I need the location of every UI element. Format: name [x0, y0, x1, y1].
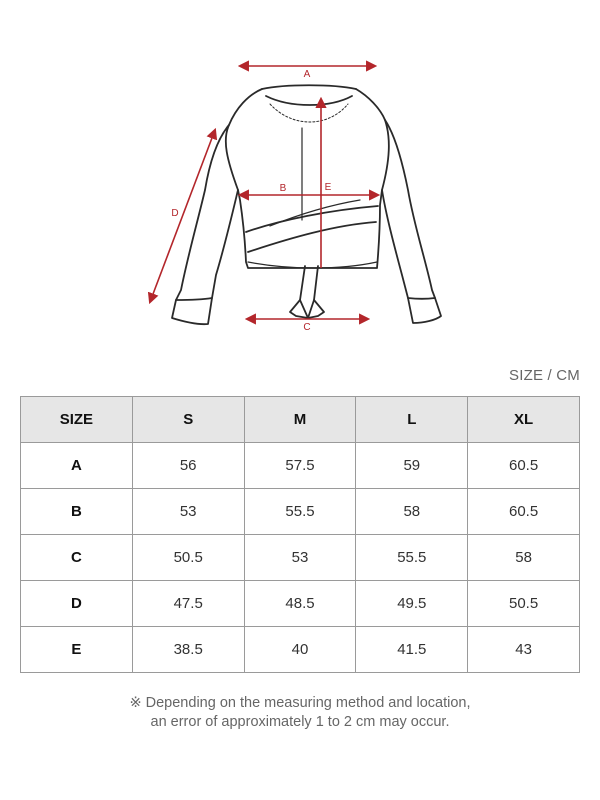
table-cell: 58 [356, 489, 468, 535]
tie-knot [300, 266, 318, 318]
label-d: D [171, 208, 179, 219]
table-cell: 38.5 [132, 627, 244, 673]
table-cell: 58 [468, 535, 580, 581]
garment-measurement-diagram [0, 0, 600, 350]
label-c: C [303, 322, 311, 333]
label-a: A [303, 69, 311, 80]
body-outline [226, 89, 389, 268]
table-cell: 41.5 [356, 627, 468, 673]
measurement-note [0, 694, 600, 732]
table-cell: 60.5 [468, 489, 580, 535]
table-cell: 56 [132, 443, 244, 489]
table-cell: 49.5 [356, 581, 468, 627]
header-xl: XL [468, 397, 580, 443]
label-b: B [279, 183, 287, 194]
table-cell: 55.5 [244, 489, 356, 535]
table-cell: 47.5 [132, 581, 244, 627]
header-s: S [132, 397, 244, 443]
row-label: D [21, 581, 133, 627]
neckline-outer [262, 85, 356, 89]
table-cell: 55.5 [356, 535, 468, 581]
tie-end-left [290, 300, 308, 318]
unit-label: SIZE / CM [509, 367, 580, 384]
sweatshirt-outline [172, 85, 441, 324]
measurement-labels [171, 69, 331, 333]
table-row [21, 627, 580, 673]
left-sleeve-inner [212, 190, 238, 298]
table-cell: 50.5 [468, 581, 580, 627]
table-row [21, 581, 580, 627]
note-line-1: ※ Depending on the measuring method and location, [129, 695, 471, 711]
table-cell: 48.5 [244, 581, 356, 627]
row-label: B [21, 489, 133, 535]
table-row [21, 535, 580, 581]
table-row [21, 489, 580, 535]
table-cell: 50.5 [132, 535, 244, 581]
wrap-fold-3 [270, 200, 360, 226]
table-row [21, 443, 580, 489]
table-cell: 59 [356, 443, 468, 489]
table-cell: 43 [468, 627, 580, 673]
right-sleeve-inner [382, 190, 408, 298]
row-label: E [21, 627, 133, 673]
neckline-inner [266, 96, 352, 105]
wrap-fold-2 [248, 222, 376, 252]
header-size: SIZE [21, 397, 133, 443]
row-label: C [21, 535, 133, 581]
label-e: E [324, 182, 332, 193]
header-m: M [244, 397, 356, 443]
table-cell: 40 [244, 627, 356, 673]
table-cell: 60.5 [468, 443, 580, 489]
table-header-row [21, 397, 580, 443]
size-chart-table [20, 396, 580, 673]
measure-d-line [150, 130, 215, 302]
wrap-fold-1 [246, 206, 378, 232]
table-cell: 53 [132, 489, 244, 535]
note-line-2: an error of approximately 1 to 2 cm may occur. [150, 714, 450, 730]
left-cuff [172, 298, 212, 324]
header-l: L [356, 397, 468, 443]
table-cell: 53 [244, 535, 356, 581]
table-cell: 57.5 [244, 443, 356, 489]
right-cuff [408, 298, 441, 323]
neckline-stitch [270, 104, 348, 122]
right-sleeve [385, 120, 435, 298]
measurement-lines [150, 66, 378, 319]
row-label: A [21, 443, 133, 489]
